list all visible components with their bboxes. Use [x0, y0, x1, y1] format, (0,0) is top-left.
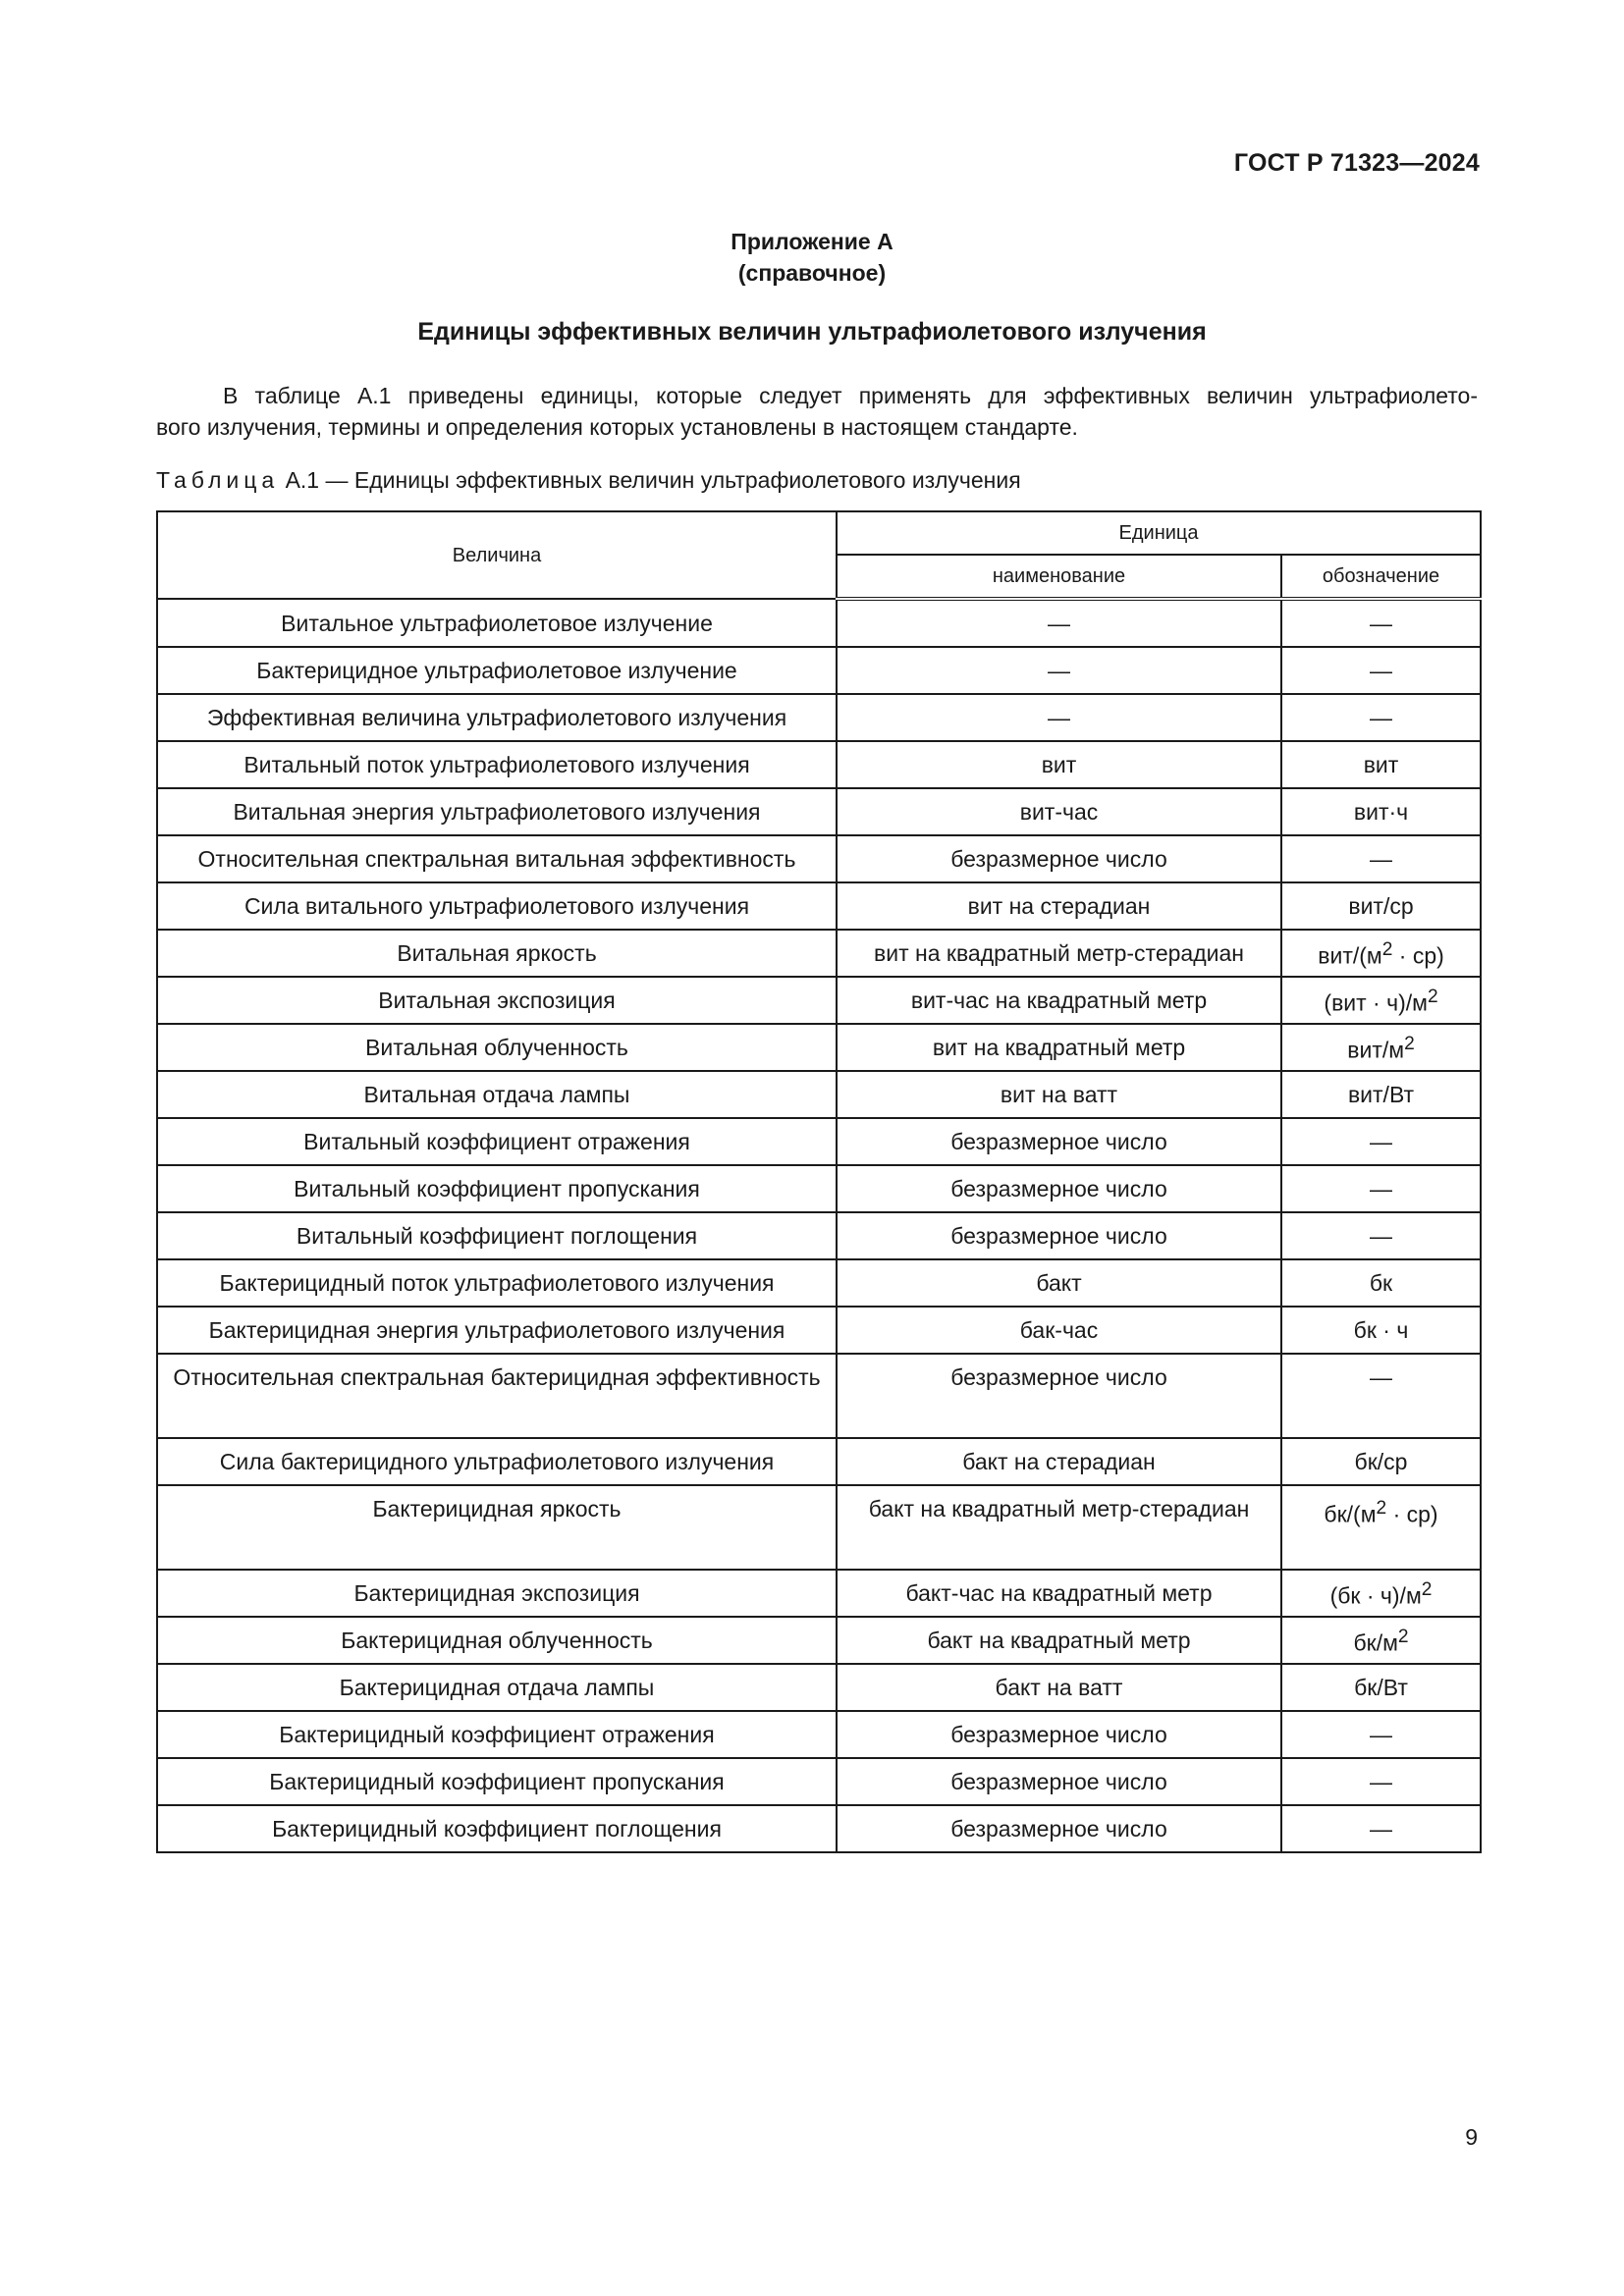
intro-line-1: В таблице А.1 приведены единицы, которые следует применять для эффективных величин ультрафиолето-: [223, 383, 1478, 408]
symbol-base: (бк · ч)/м: [1329, 1582, 1422, 1609]
table-row: [157, 1664, 1481, 1711]
table-row: [157, 1354, 1481, 1438]
cell-quantity: Относительная спектральная витальная эффективность: [157, 835, 837, 882]
cell-quantity: Бактерицидная энергия ультрафиолетового излучения: [157, 1307, 837, 1354]
header-unit-symbol: обозначение: [1281, 555, 1481, 599]
cell-quantity: Относительная спектральная бактерицидная эффективность: [157, 1354, 837, 1438]
symbol-exponent: 2: [1404, 1034, 1415, 1055]
cell-quantity: Бактерицидный коэффициент поглощения: [157, 1805, 837, 1852]
cell-unit-name: бакт: [837, 1259, 1281, 1307]
table-row: [157, 1485, 1481, 1570]
cell-unit-symbol: [1281, 930, 1481, 977]
appendix-kind: (справочное): [737, 260, 887, 286]
table-row: [157, 1711, 1481, 1758]
table-header-row: [157, 511, 1481, 555]
symbol-suffix: · ср): [1386, 1501, 1438, 1527]
cell-unit-symbol: [1281, 977, 1481, 1024]
table-row: [157, 1758, 1481, 1805]
cell-unit-name: —: [837, 599, 1281, 647]
table-row: [157, 599, 1481, 647]
table-row: [157, 1212, 1481, 1259]
cell-quantity: Сила бактерицидного ультрафиолетового излучения: [157, 1438, 837, 1485]
table-body: [157, 599, 1481, 1852]
cell-unit-name: вит на стерадиан: [837, 882, 1281, 930]
cell-quantity: Бактерицидная экспозиция: [157, 1570, 837, 1617]
symbol-base: вит/м: [1347, 1037, 1405, 1063]
symbol-exponent: 2: [1427, 987, 1438, 1008]
table-row: [157, 1024, 1481, 1071]
cell-quantity: Бактерицидное ультрафиолетовое излучение: [157, 647, 837, 694]
table-row: [157, 788, 1481, 835]
table-row: [157, 1438, 1481, 1485]
cell-unit-symbol: бк/Вт: [1281, 1664, 1481, 1711]
symbol-base: бк/м: [1353, 1629, 1398, 1656]
symbol-exponent: 2: [1381, 939, 1393, 961]
cell-quantity: Бактерицидный коэффициент пропускания: [157, 1758, 837, 1805]
cell-quantity: Витальная экспозиция: [157, 977, 837, 1024]
cell-unit-name: вит: [837, 741, 1281, 788]
symbol-base: бк/(м: [1324, 1501, 1377, 1527]
cell-unit-symbol: —: [1281, 694, 1481, 741]
cell-unit-name: безразмерное число: [837, 835, 1281, 882]
cell-unit-name: безразмерное число: [837, 1805, 1281, 1852]
cell-quantity: Витальная яркость: [157, 930, 837, 977]
table-row: [157, 694, 1481, 741]
cell-unit-name: вит-час на квадратный метр: [837, 977, 1281, 1024]
table-row: [157, 1805, 1481, 1852]
intro-line-2: вого излучения, термины и определения которых установлены в настоящем стандарте.: [156, 414, 1078, 440]
table-row: [157, 1259, 1481, 1307]
cell-unit-name: вит на квадратный метр: [837, 1024, 1281, 1071]
table-row: [157, 977, 1481, 1024]
table-row: [157, 1118, 1481, 1165]
cell-unit-symbol: —: [1281, 599, 1481, 647]
cell-quantity: Витальная отдача лампы: [157, 1071, 837, 1118]
table-row: [157, 882, 1481, 930]
cell-quantity: Сила витального ультрафиолетового излучения: [157, 882, 837, 930]
symbol-suffix: · ср): [1392, 942, 1444, 969]
cell-unit-name: безразмерное число: [837, 1354, 1281, 1438]
units-table: [156, 510, 1482, 1853]
cell-unit-name: безразмерное число: [837, 1758, 1281, 1805]
table-caption: [156, 467, 1021, 494]
table-row: [157, 1617, 1481, 1664]
intro-paragraph: [156, 380, 1478, 443]
symbol-exponent: 2: [1421, 1579, 1433, 1601]
table-row: [157, 1071, 1481, 1118]
cell-quantity: Эффективная величина ультрафиолетового излучения: [157, 694, 837, 741]
cell-unit-name: бакт на квадратный метр-стерадиан: [837, 1485, 1281, 1570]
symbol-exponent: 2: [1397, 1627, 1409, 1648]
cell-unit-symbol: бк/ср: [1281, 1438, 1481, 1485]
cell-unit-symbol: —: [1281, 1805, 1481, 1852]
table-row: [157, 835, 1481, 882]
cell-unit-name: безразмерное число: [837, 1165, 1281, 1212]
cell-quantity: Витальный коэффициент отражения: [157, 1118, 837, 1165]
cell-quantity: Бактерицидная отдача лампы: [157, 1664, 837, 1711]
cell-unit-symbol: бк: [1281, 1259, 1481, 1307]
standard-number: ГОСТ Р 71323—2024: [1233, 149, 1480, 177]
cell-unit-name: бакт на ватт: [837, 1664, 1281, 1711]
cell-unit-symbol: [1281, 1485, 1481, 1570]
cell-unit-symbol: бк · ч: [1281, 1307, 1481, 1354]
cell-unit-symbol: —: [1281, 1711, 1481, 1758]
cell-unit-name: —: [837, 694, 1281, 741]
cell-unit-symbol: —: [1281, 1118, 1481, 1165]
cell-quantity: Бактерицидная яркость: [157, 1485, 837, 1570]
table-row: [157, 930, 1481, 977]
cell-unit-symbol: [1281, 1024, 1481, 1071]
header-unit-name: наименование: [837, 555, 1281, 599]
section-title: Единицы эффективных величин ультрафиолетового излучения: [417, 318, 1207, 346]
cell-quantity: Витальный поток ультрафиолетового излучения: [157, 741, 837, 788]
cell-unit-name: бак-час: [837, 1307, 1281, 1354]
cell-unit-symbol: —: [1281, 1165, 1481, 1212]
table-caption-text: А.1 — Единицы эффективных величин ультрафиолетового излучения: [279, 467, 1021, 493]
symbol-base: вит/(м: [1318, 942, 1382, 969]
symbol-base: (вит · ч)/м: [1324, 989, 1428, 1016]
cell-unit-symbol: вит·ч: [1281, 788, 1481, 835]
cell-unit-name: безразмерное число: [837, 1212, 1281, 1259]
table-row: [157, 1165, 1481, 1212]
cell-unit-symbol: —: [1281, 1354, 1481, 1438]
cell-unit-name: безразмерное число: [837, 1711, 1281, 1758]
cell-unit-symbol: —: [1281, 1758, 1481, 1805]
cell-quantity: Бактерицидная облученность: [157, 1617, 837, 1664]
cell-unit-name: бакт на квадратный метр: [837, 1617, 1281, 1664]
cell-unit-name: бакт на стерадиан: [837, 1438, 1281, 1485]
cell-unit-symbol: вит/ср: [1281, 882, 1481, 930]
table-row: [157, 1570, 1481, 1617]
table-caption-word: Таблица: [156, 467, 280, 493]
cell-unit-name: бакт-час на квадратный метр: [837, 1570, 1281, 1617]
cell-unit-name: безразмерное число: [837, 1118, 1281, 1165]
cell-unit-symbol: [1281, 1570, 1481, 1617]
cell-quantity: Витальная облученность: [157, 1024, 837, 1071]
appendix-title: Приложение А: [731, 229, 893, 254]
cell-quantity: Бактерицидный поток ультрафиолетового излучения: [157, 1259, 837, 1307]
table-row: [157, 1307, 1481, 1354]
cell-unit-name: вит на квадратный метр-стерадиан: [837, 930, 1281, 977]
cell-quantity: Витальный коэффициент поглощения: [157, 1212, 837, 1259]
cell-quantity: Витальная энергия ультрафиолетового излучения: [157, 788, 837, 835]
table-row: [157, 647, 1481, 694]
cell-unit-symbol: вит/Вт: [1281, 1071, 1481, 1118]
cell-quantity: Витальное ультрафиолетовое излучение: [157, 599, 837, 647]
table-row: [157, 741, 1481, 788]
cell-unit-symbol: —: [1281, 1212, 1481, 1259]
cell-quantity: Бактерицидный коэффициент отражения: [157, 1711, 837, 1758]
cell-unit-name: вит-час: [837, 788, 1281, 835]
cell-unit-name: вит на ватт: [837, 1071, 1281, 1118]
cell-unit-symbol: вит: [1281, 741, 1481, 788]
page-number: 9: [1465, 2124, 1478, 2150]
appendix-heading: [0, 226, 1624, 289]
cell-unit-symbol: —: [1281, 647, 1481, 694]
cell-unit-symbol: —: [1281, 835, 1481, 882]
cell-quantity: Витальный коэффициент пропускания: [157, 1165, 837, 1212]
cell-unit-symbol: [1281, 1617, 1481, 1664]
header-unit: Единица: [837, 511, 1481, 555]
symbol-exponent: 2: [1376, 1498, 1387, 1519]
header-quantity: Величина: [157, 511, 837, 599]
cell-unit-name: —: [837, 647, 1281, 694]
